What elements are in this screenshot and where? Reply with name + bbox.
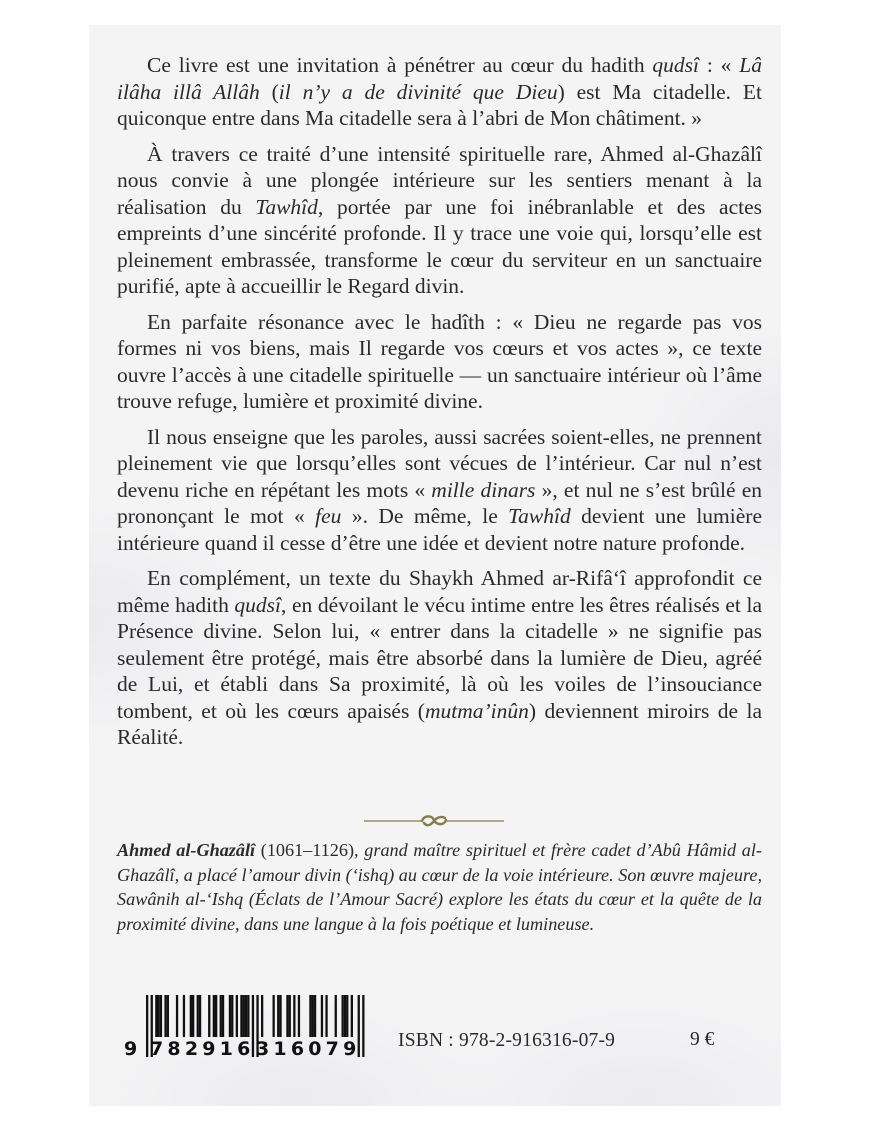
blurb xyxy=(117,52,762,760)
italic-text: il n’y a de divinité que Dieu xyxy=(278,79,558,104)
author-bio xyxy=(117,838,762,936)
barcode-bar xyxy=(197,995,199,1037)
text: , portée par une foi inébranlable et des actes empreints d’une sincérité profonde. Il y trace une voie qui, lorsqu’elle est pleinement embrassée, transforme le cœur du serviteur en un sanctuaire purifié, apte à accueillir le Regard divin. xyxy=(117,194,762,298)
ornament-divider xyxy=(364,811,504,831)
barcode-bar xyxy=(240,995,242,1037)
barcode-bar xyxy=(261,995,263,1037)
barcode-bar xyxy=(346,995,348,1037)
barcode-bar xyxy=(277,995,279,1037)
text: », et nul ne s’est brûlé en prononçant le mot « xyxy=(117,477,762,528)
text: ( xyxy=(259,79,279,104)
barcode-bar xyxy=(289,995,291,1037)
text: devient une lumière intérieure quand il cesse d’être une idée et devient notre nature profonde. xyxy=(117,504,762,555)
blurb-paragraph xyxy=(117,565,762,751)
barcode-bar xyxy=(245,995,247,1037)
barcode-bar xyxy=(192,995,194,1037)
bio-author-name: Ahmed al-Ghazâlî xyxy=(117,840,256,860)
blurb-paragraph xyxy=(117,424,762,557)
barcode-bar xyxy=(335,995,337,1037)
barcode-bar xyxy=(236,995,238,1037)
barcode-bar xyxy=(321,995,323,1037)
isbn-label: ISBN : 978-2-916316-07-9 xyxy=(398,1030,616,1051)
barcode-bar xyxy=(155,995,157,1037)
italic-text: mille dinars xyxy=(431,477,536,502)
text: À travers ce traité d’une intensité spirituelle rare, Ahmed al-Ghazâlî nous convie à une plongée intérieure sur les sentiers menant à la réalisation du xyxy=(117,141,762,219)
blurb-paragraph xyxy=(117,52,762,132)
barcode-bar xyxy=(298,995,300,1037)
barcode-bar xyxy=(231,995,233,1037)
barcode-first-digit: 9 xyxy=(124,1038,138,1057)
text: , en dévoilant le vécu intime entre les êtres réalisés et la Présence divine. Selon lui, « entrer dans la citadelle » ne signifie pas seulement être protégé, mais être absorbé dans la lumière de Dieu, agréé de Lui, et établi dans Sa proximité, là où les voiles de l’insouciance tombent, et où les cœurs apaisés ( xyxy=(117,592,762,723)
italic-text: qudsî xyxy=(652,53,700,77)
italic-text: Tawhîd xyxy=(255,194,318,219)
bio-text: , grand maître spirituel et frère cadet d’Abû Hâmid al-Ghazâlî, a placé l’amour divin (‘ishq) au cœur de la voie intérieure. Son œuvre majeure, Sawânih al-‘Ishq (Éclats de l’Amour Sacré) explore les états du cœur et la quête de la proximité divine, dans une langue à la fois poétique et lumineuse. xyxy=(117,840,762,934)
barcode-bar xyxy=(160,995,162,1037)
barcode-right-digits: 316079 xyxy=(256,1038,361,1057)
barcode-bar xyxy=(213,995,215,1037)
barcode-bar xyxy=(222,995,224,1037)
barcode-bar xyxy=(314,995,316,1037)
barcode-bar xyxy=(286,995,288,1037)
barcode-bar xyxy=(325,995,327,1037)
barcode-bar xyxy=(273,995,275,1037)
barcode-bar xyxy=(208,995,210,1037)
italic-text: Lâ ilâha illâ Allâh xyxy=(117,53,762,104)
barcode-bar xyxy=(199,995,201,1037)
barcode-bar xyxy=(344,995,346,1037)
barcode-bar xyxy=(243,995,245,1037)
barcode-bar xyxy=(351,995,353,1037)
barcode-bar xyxy=(247,995,249,1037)
text: En parfaite résonance avec le hadîth : « Dieu ne regarde pas vos formes ni vos biens, mais Il regarde vos cœurs et vos actes », ce texte ouvre l’accès à une citadelle spirituelle — un sanctuaire intérieur où l’âme trouve refuge, lumière et proximité divine. xyxy=(117,309,762,413)
italic-text: qudsî xyxy=(234,592,282,617)
barcode-bar xyxy=(342,995,344,1037)
barcode-bar xyxy=(167,995,169,1037)
text: ) est Ma citadelle. Et quiconque entre dans Ma citadelle sera à l’abri de Mon châtiment. » xyxy=(117,79,763,130)
blurb-paragraph xyxy=(117,309,762,415)
price-label: 9 € xyxy=(690,1029,715,1050)
barcode-left-digits: 782916 xyxy=(150,1038,255,1057)
text: : « xyxy=(699,53,740,77)
italic-text: feu xyxy=(315,504,342,528)
barcode-bar xyxy=(229,995,231,1037)
barcode-bar xyxy=(164,995,166,1037)
text: En complément, un texte du Shaykh Ahmed ar-Rifâ‘î approfondit ce même hadith xyxy=(117,566,762,617)
barcode-bar xyxy=(158,995,160,1037)
italic-text: mutma’inûn xyxy=(424,698,529,723)
text: ) deviennent miroirs de la Réalité. xyxy=(117,698,762,749)
ornament-swash-icon xyxy=(422,816,446,825)
barcode-bar xyxy=(293,995,295,1037)
ean13-barcode xyxy=(118,995,378,1057)
barcode-bar xyxy=(279,995,281,1037)
text: Il nous enseigne que les paroles, aussi sacrées soient-elles, ne prennent pleinement vie que lorsqu’elles sont vécues de l’intérieur. Car nul n’est devenu riche en répétant les mots « xyxy=(117,424,762,502)
bio-dates: (1061–1126) xyxy=(255,840,355,860)
text: ». De même, le xyxy=(341,504,509,528)
barcode-guard-bar xyxy=(362,995,364,1057)
barcode-bar xyxy=(183,995,185,1037)
blurb-paragraph xyxy=(117,141,762,300)
barcode-bar xyxy=(215,995,217,1037)
barcode-bar xyxy=(309,995,311,1037)
barcode-bar xyxy=(176,995,178,1037)
italic-text: Tawhîd xyxy=(508,504,571,528)
barcode-bar xyxy=(220,995,222,1037)
barcode-bar xyxy=(190,995,192,1037)
text: Ce livre est une invitation à pénétrer au cœur du hadith xyxy=(147,53,653,77)
barcode-bar xyxy=(312,995,314,1037)
barcode-guard-bar xyxy=(146,995,148,1057)
